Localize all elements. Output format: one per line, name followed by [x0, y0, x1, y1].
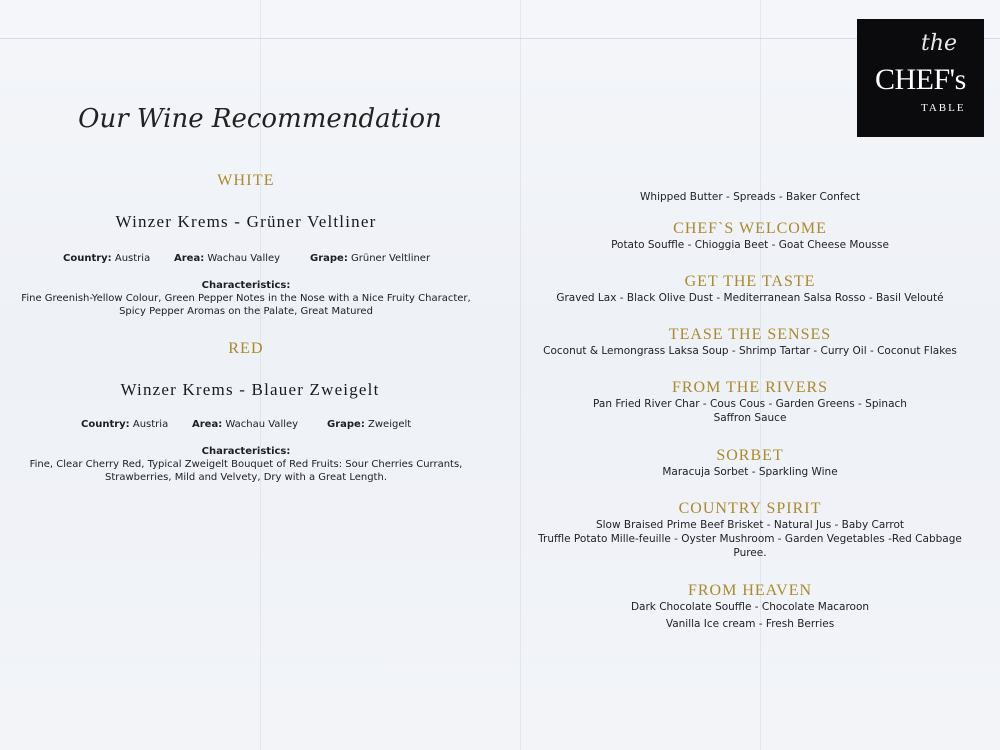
- country-value: Austria: [132, 419, 169, 430]
- course-line: Potato Souffle - Chioggia Beet - Goat Cheese Mousse: [611, 239, 889, 251]
- country-label: Country:: [81, 419, 130, 430]
- course: [520, 326, 980, 358]
- grape-value: Grüner Veltliner: [351, 253, 431, 264]
- course: [520, 220, 980, 252]
- course-title: TEASE THE SENSES: [668, 326, 832, 343]
- red-country: [81, 419, 168, 430]
- area-value: Wachau Valley: [225, 419, 299, 430]
- course-line: Coconut & Lemongrass Laksa Soup - Shrimp Tartar - Curry Oil - Coconut Flakes: [543, 345, 957, 357]
- white-wine-name: Winzer Krems - Grüner Veltliner: [115, 212, 377, 231]
- logo-table-text: TABLE: [921, 102, 966, 114]
- course-line: Slow Braised Prime Beef Brisket - Natural Jus - Baby Carrot: [595, 519, 905, 531]
- characteristics-label: Characteristics:: [201, 280, 291, 291]
- course-line: Vanilla Ice cream - Fresh Berries: [665, 618, 835, 630]
- course-line: Puree.: [733, 547, 767, 559]
- course-line: Saffron Sauce: [713, 412, 787, 424]
- white-characteristics: [0, 279, 492, 318]
- characteristics-line: Fine, Clear Cherry Red, Typical Zweigelt Bouquet of Red Fruits: Sour Cherries Currants,: [29, 459, 463, 470]
- area-value: Wachau Valley: [207, 253, 281, 264]
- course: [520, 379, 980, 425]
- characteristics-line: Spicy Pepper Aromas on the Palate, Great Matured: [119, 306, 373, 317]
- area-label: Area:: [174, 253, 205, 264]
- area-label: Area:: [192, 419, 223, 430]
- grape-value: Zweigelt: [368, 419, 412, 430]
- characteristics-line: Strawberries, Mild and Velvety, Dry with a Great Length.: [105, 472, 387, 483]
- course-title: CHEF`S WELCOME: [673, 220, 827, 237]
- course-line: Truffle Potato Mille-feuille - Oyster Mushroom - Garden Vegetables -Red Cabbage: [538, 533, 962, 545]
- white-grape: [310, 253, 430, 264]
- red-wine-name: Winzer Krems - Blauer Zweigelt: [120, 380, 380, 399]
- wine-heading: Our Wine Recommendation: [78, 104, 442, 134]
- course-title: COUNTRY SPIRIT: [678, 500, 822, 517]
- country-label: Country:: [63, 253, 112, 264]
- red-characteristics: [0, 445, 492, 484]
- course-title: FROM THE RIVERS: [671, 379, 829, 396]
- red-label: RED: [228, 340, 264, 357]
- paper-crease: [520, 0, 521, 750]
- logo-chefs-text: CHEF's: [875, 63, 966, 96]
- red-grape: [327, 419, 411, 430]
- course: [520, 582, 980, 631]
- course-line: Maracuja Sorbet - Sparkling Wine: [662, 466, 838, 478]
- chefs-table-logo: [857, 19, 984, 137]
- course: [520, 273, 980, 305]
- course-line: Dark Chocolate Souffle - Chocolate Macaroon: [630, 601, 870, 613]
- white-area: [174, 253, 280, 264]
- course-title: SORBET: [716, 447, 784, 464]
- course-line: Pan Fried River Char - Cous Cous - Garden Greens - Spinach: [593, 398, 907, 410]
- menu-intro: Whipped Butter - Spreads - Baker Confect: [640, 191, 860, 203]
- course-title: FROM HEAVEN: [687, 582, 813, 599]
- country-value: Austria: [114, 253, 151, 264]
- grape-label: Grape:: [327, 419, 365, 430]
- course-title: GET THE TASTE: [684, 273, 816, 290]
- course-line: Graved Lax - Black Olive Dust - Mediterranean Salsa Rosso - Basil Velouté: [556, 292, 944, 304]
- paper-crease: [760, 0, 761, 750]
- top-fold-line: [0, 38, 1000, 39]
- white-label: WHITE: [217, 172, 275, 189]
- red-area: [192, 419, 298, 430]
- course: [520, 500, 980, 560]
- course: [520, 447, 980, 479]
- characteristics-line: Fine Greenish-Yellow Colour, Green Pepper Notes in the Nose with a Nice Fruity Character,: [21, 293, 471, 304]
- logo-the-text: the: [921, 31, 958, 56]
- grape-label: Grape:: [310, 253, 348, 264]
- characteristics-label: Characteristics:: [201, 446, 291, 457]
- white-country: [63, 253, 150, 264]
